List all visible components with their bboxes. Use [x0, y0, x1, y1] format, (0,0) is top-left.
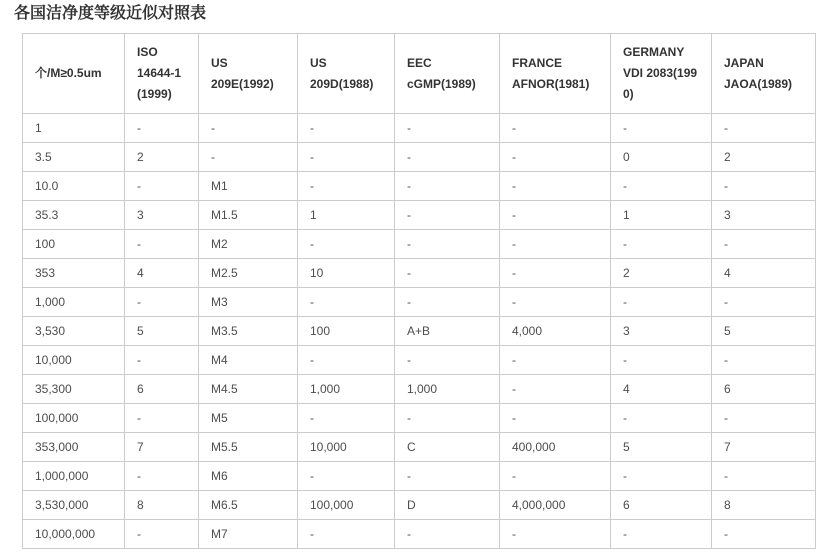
cell-france: - [500, 143, 611, 172]
cell-iso: - [125, 114, 199, 143]
cell-iso: - [125, 520, 199, 549]
cell-germany: - [611, 172, 712, 201]
cell-us-209e: M6.5 [199, 491, 298, 520]
column-header-line: (1999) [137, 87, 172, 101]
column-header-particles [23, 34, 125, 114]
cell-us-209d: - [298, 288, 395, 317]
cell-germany: - [611, 404, 712, 433]
cell-japan: - [712, 462, 816, 491]
column-header-line: GERMANY [623, 45, 685, 59]
cell-japan: 5 [712, 317, 816, 346]
cell-us-209d: 10 [298, 259, 395, 288]
cell-us-209e: M4 [199, 346, 298, 375]
cell-us-209d: - [298, 143, 395, 172]
cell-germany: - [611, 114, 712, 143]
column-header-line: VDI 2083(199 [623, 66, 698, 80]
cell-france: - [500, 201, 611, 230]
cell-us-209e: M3.5 [199, 317, 298, 346]
cell-eec: - [395, 114, 500, 143]
cleanliness-comparison-table [22, 33, 816, 549]
cell-iso: 6 [125, 375, 199, 404]
cell-france: - [500, 288, 611, 317]
table-header-row [23, 34, 816, 114]
table-row [23, 317, 816, 346]
table-row [23, 201, 816, 230]
cell-particles: 35,300 [23, 375, 125, 404]
cell-japan: - [712, 520, 816, 549]
cell-us-209d: 1 [298, 201, 395, 230]
cell-eec: - [395, 172, 500, 201]
cell-japan: - [712, 346, 816, 375]
cell-iso: 2 [125, 143, 199, 172]
cell-us-209d: - [298, 346, 395, 375]
cell-iso: - [125, 404, 199, 433]
cell-germany: 4 [611, 375, 712, 404]
cell-us-209e: - [199, 114, 298, 143]
table-row [23, 375, 816, 404]
cell-germany: 2 [611, 259, 712, 288]
column-header-line: US [310, 55, 327, 70]
cell-france: 4,000,000 [500, 491, 611, 520]
cell-japan: 7 [712, 433, 816, 462]
table-row [23, 520, 816, 549]
cell-us-209d: - [298, 172, 395, 201]
cell-france: - [500, 259, 611, 288]
cell-iso: 8 [125, 491, 199, 520]
cell-us-209d: 1,000 [298, 375, 395, 404]
cell-particles: 353,000 [23, 433, 125, 462]
cell-germany: - [611, 520, 712, 549]
cell-iso: 3 [125, 201, 199, 230]
cell-particles: 10,000,000 [23, 520, 125, 549]
table-row [23, 114, 816, 143]
column-header-line: JAPAN [724, 55, 764, 70]
cell-germany: - [611, 288, 712, 317]
cell-us-209e: M6 [199, 462, 298, 491]
column-header-line: US [211, 55, 228, 70]
column-header-line: FRANCE [512, 55, 562, 70]
cell-iso: - [125, 346, 199, 375]
cell-eec: - [395, 201, 500, 230]
cell-eec: - [395, 143, 500, 172]
cell-germany: - [611, 462, 712, 491]
cell-particles: 1,000 [23, 288, 125, 317]
cell-eec: - [395, 404, 500, 433]
cell-germany: 5 [611, 433, 712, 462]
cell-germany: - [611, 230, 712, 259]
cell-japan: - [712, 404, 816, 433]
cell-particles: 10,000 [23, 346, 125, 375]
table-header [23, 34, 816, 114]
table-body [23, 114, 816, 549]
cell-germany: 3 [611, 317, 712, 346]
cell-us-209e: M7 [199, 520, 298, 549]
column-header-line: ISO [137, 45, 158, 59]
column-header-line: JAOA(1989) [724, 76, 793, 91]
cell-us-209e: M2 [199, 230, 298, 259]
cell-eec: - [395, 288, 500, 317]
cell-particles: 100,000 [23, 404, 125, 433]
column-header-iso [125, 34, 199, 114]
cell-eec: A+B [395, 317, 500, 346]
cell-france: - [500, 375, 611, 404]
cell-particles: 3.5 [23, 143, 125, 172]
cell-us-209e: M5.5 [199, 433, 298, 462]
cell-france: - [500, 520, 611, 549]
cell-eec: 1,000 [395, 375, 500, 404]
table-row [23, 404, 816, 433]
cell-iso: 5 [125, 317, 199, 346]
cell-france: - [500, 230, 611, 259]
column-header-line: 209D(1988) [310, 76, 374, 91]
table-row [23, 288, 816, 317]
cell-eec: D [395, 491, 500, 520]
cell-iso: 4 [125, 259, 199, 288]
cell-us-209d: - [298, 520, 395, 549]
cell-particles: 35.3 [23, 201, 125, 230]
cell-japan: - [712, 172, 816, 201]
cell-japan: 6 [712, 375, 816, 404]
cell-france: - [500, 172, 611, 201]
cell-particles: 1 [23, 114, 125, 143]
cell-germany: 0 [611, 143, 712, 172]
cell-france: - [500, 346, 611, 375]
cell-japan: - [712, 288, 816, 317]
cell-japan: 4 [712, 259, 816, 288]
cell-germany: 6 [611, 491, 712, 520]
cell-germany: 1 [611, 201, 712, 230]
column-header-line: 个/M≥0.5um [35, 66, 102, 80]
column-header-line: AFNOR(1981) [512, 76, 590, 91]
cell-germany: - [611, 346, 712, 375]
cell-france: - [500, 114, 611, 143]
cell-us-209d: 100,000 [298, 491, 395, 520]
cell-iso: - [125, 172, 199, 201]
cell-france: - [500, 462, 611, 491]
table-row [23, 143, 816, 172]
cell-us-209e: M1.5 [199, 201, 298, 230]
cell-iso: - [125, 288, 199, 317]
cell-eec: C [395, 433, 500, 462]
cell-us-209e: M4.5 [199, 375, 298, 404]
cell-us-209e: M2.5 [199, 259, 298, 288]
table-row [23, 259, 816, 288]
cell-japan: - [712, 230, 816, 259]
table-row [23, 491, 816, 520]
cell-eec: - [395, 259, 500, 288]
cell-us-209e: M5 [199, 404, 298, 433]
cell-particles: 3,530,000 [23, 491, 125, 520]
cell-particles: 10.0 [23, 172, 125, 201]
cell-japan: 2 [712, 143, 816, 172]
cell-us-209e: - [199, 143, 298, 172]
column-header-line: 0) [623, 87, 634, 101]
table-row [23, 346, 816, 375]
cell-japan: - [712, 114, 816, 143]
cell-iso: - [125, 230, 199, 259]
column-header-line: 209E(1992) [211, 76, 274, 91]
cell-france: 4,000 [500, 317, 611, 346]
cell-eec: - [395, 462, 500, 491]
cell-iso: 7 [125, 433, 199, 462]
table-row [23, 462, 816, 491]
column-header-line: EEC [407, 55, 432, 70]
cell-us-209e: M1 [199, 172, 298, 201]
table-row [23, 433, 816, 462]
cell-japan: 8 [712, 491, 816, 520]
column-header-eec [395, 34, 500, 114]
column-header-france [500, 34, 611, 114]
cell-particles: 353 [23, 259, 125, 288]
cell-particles: 1,000,000 [23, 462, 125, 491]
cell-france: 400,000 [500, 433, 611, 462]
cell-eec: - [395, 520, 500, 549]
cell-us-209d: - [298, 230, 395, 259]
column-header-line: 14644-1 [137, 66, 182, 80]
cell-eec: - [395, 230, 500, 259]
cell-us-209d: - [298, 114, 395, 143]
cell-particles: 100 [23, 230, 125, 259]
cell-us-209d: - [298, 404, 395, 433]
column-header-us-209d [298, 34, 395, 114]
cell-eec: - [395, 346, 500, 375]
cell-japan: 3 [712, 201, 816, 230]
column-header-us-209e [199, 34, 298, 114]
cell-france: - [500, 404, 611, 433]
page-title: 各国洁净度等级近似对照表 [14, 5, 207, 22]
cell-iso: - [125, 462, 199, 491]
cell-us-209e: M3 [199, 288, 298, 317]
cell-us-209d: - [298, 462, 395, 491]
cell-us-209d: 100 [298, 317, 395, 346]
cell-particles: 3,530 [23, 317, 125, 346]
cell-us-209d: 10,000 [298, 433, 395, 462]
table-row [23, 172, 816, 201]
column-header-japan [712, 34, 816, 114]
table-row [23, 230, 816, 259]
column-header-germany [611, 34, 712, 114]
column-header-line: cGMP(1989) [407, 76, 476, 91]
